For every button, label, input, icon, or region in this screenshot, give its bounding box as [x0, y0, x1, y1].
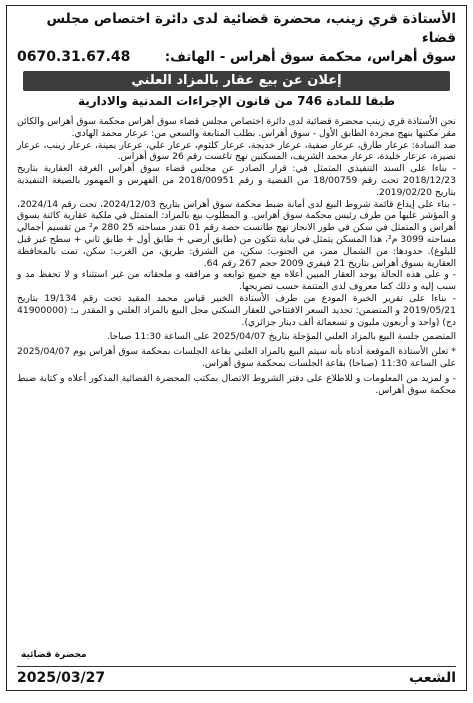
- header-line-2: [17, 48, 456, 67]
- notice-title: إعلان عن بيع عقار بالمزاد العلني: [23, 71, 450, 91]
- header: [7, 6, 466, 67]
- paragraph: - و لمزيد من المعلومات و للاطلاع على دفتر الشروط الاتصال بمكتب المحضرة القضائية المذكور أعلاه و كتابة ضبط محكمة سوق أهراس.: [17, 372, 456, 396]
- paragraph: - بناء على إيداع قائمة شروط البيع لدى أمانة ضبط محكمة سوق أهراس بتاريخ 2024/12/03، تحت رقم 2024/14، و المؤشر عليها من طرف رئيس محكمة سوق أهراس. و المطلوب بيع بالمزاد: المتمثل في ملكية عقارية كائنة بسوق أهراس و المتمثل في سكن في طور الانجاز نهج طانست حصة رقم 01 تقدر مساحته 25 280 م² من تقسيم أجمالي مساحته 3099 م²، هذا المسكن يتمثل في بناية تتكون من (طابق أرضي + طابق أول + طابق ثاني + سطح غير قبل للبلوغ). حدودها: من الشمال ممر، من الجنوب: سكن، من الشرق: طريق، من الغرب: سكن، تمت بالمحافظة العقارية بسوق أهراس بتاريخ 21 فيفري 2009 حجم 267 رقم 64.: [17, 198, 457, 269]
- legal-notice: [6, 5, 467, 691]
- publication-date: 2025/03/27: [17, 670, 106, 686]
- header-address: سوق أهراس، محكمة سوق أهراس - الهاتف:: [164, 49, 456, 65]
- header-line-1: الأستاذة قري زينب، محضرة قضائية لدى دائرة اختصاص مجلس قضاء: [46, 11, 456, 46]
- paragraph: نحن الأستاذة قري زينب محضرة قضائية لدى دائرة اختصاص مجلس قضاء سوق أهراس محكمة سوق أهراس والكائن مقر مكتبها بنهج مجردة الطابق الأول - سوق أهراس. بطلب المتابعة والسعي من: عرعار محمد الهادي.: [17, 116, 456, 139]
- notice-subtitle: طبقا للمادة 746 من قانون الإجراءات المدنية والادارية: [77, 94, 396, 108]
- phone-number: 0670.31.67.48: [17, 49, 131, 65]
- signature-label: محضرة قضائية: [21, 650, 87, 660]
- paragraph: * تعلن الأستاذة الموقعة أدناه بأنه سيتم البيع بالمزاد العلني بقاعة الجلسات بمحكمة سوق أهراس يوم 2025/04/07 على الساعة 11:30 (صباحا) بقاعة الجلسات بمحكمة سوق أهراس.: [17, 346, 456, 369]
- paragraph: - بناءا على تقرير الخبرة المودع من طرف الأستاذة الخبير قياس محمد المقيد تحت رقم 19/134 بتاريخ 2019/05/21 و المتضمن: تحديد السعر الافتتاحي للعقار السكني محل البيع بالمزاد العلني و المقدر بـ: (41900000 دج) (واحد و أربعون مليون و تسعمائة ألف دينار جزائري).: [17, 292, 456, 328]
- paragraph: - بناءا على السند التنفيذي المتمثل في: قرار الصادر عن مجلس قضاء سوق أهراس الغرفة العقارية بتاريخ 2018/12/23 تحت رقم 18/00759 من القضية و رقم 2018/00951 من الفهرس و المهمور بالصيغة التنفيذية بتاريخ 2019/02/20.: [17, 163, 457, 198]
- newspaper-name: الشعب: [408, 670, 456, 686]
- paragraph: ضد السادة: عرعار طارق، عرعار صفية، عرعار خديجة، عرعار كلثوم، عرعار علي، عرعار يمينة، عرعار زينب، عرعار نصيرة، عرعار خليدة، عرعار محمد الشريف، المسكنين نهج تاغست رقم 26 سوق أهراس.: [17, 139, 456, 163]
- paragraph: - و على هذه الحالة يوجد العقار المبين أعلاه مع جميع توابعه و مرافقه و ملحقاته من غير استثناء و لا تحفظ مد و سبب إليه و ذلك كما معروف لدى المتنمة حسب تصريحها.: [17, 269, 456, 293]
- paragraph: المتضمن جلسة البيع بالمزاد العلني المؤجلة بتاريخ 2025/04/07 على الساعة 11:30 صباحا.: [106, 331, 456, 343]
- notice-body: [7, 116, 466, 396]
- footer: [17, 666, 456, 686]
